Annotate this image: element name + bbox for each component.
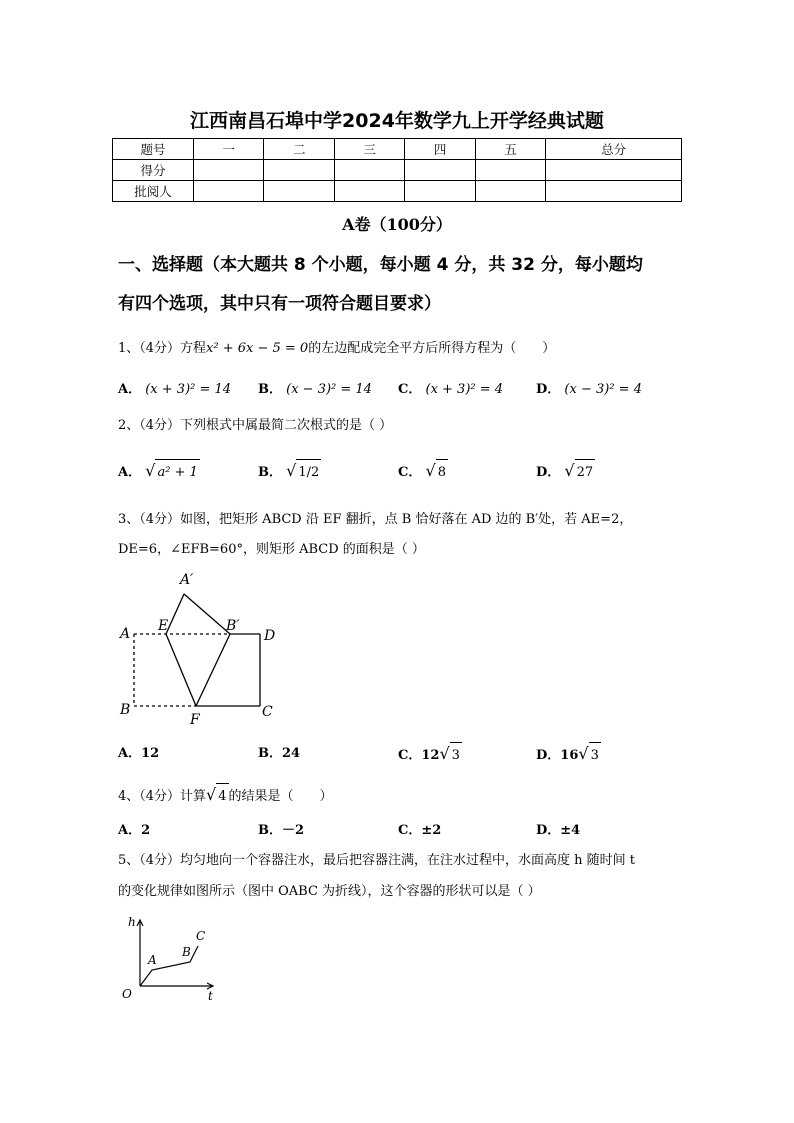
radicand: 27	[575, 459, 596, 486]
grader-input-cell[interactable]	[546, 181, 682, 202]
score-input-cell[interactable]	[264, 160, 334, 181]
section-a-heading: A卷（100分）	[342, 215, 452, 234]
option-b[interactable]: B．24	[258, 746, 301, 761]
option-d[interactable]: D． √ 27	[536, 458, 595, 486]
q4-prefix: 4、（4分）计算	[118, 789, 207, 804]
question-4: 4、（4分）计算√ 4 的结果是（ ）	[118, 782, 688, 810]
question-3-line2: DE=6，∠EFB=60°，则矩形 ABCD 的面积是（ ）	[118, 542, 425, 557]
option-b[interactable]: B． √ 1/2	[258, 458, 321, 486]
table-cell: 一	[194, 139, 264, 160]
table-cell: 五	[475, 139, 545, 160]
option-a[interactable]: A．12	[118, 746, 160, 761]
option-a[interactable]: A． √ a² + 1	[118, 458, 200, 486]
table-cell: 三	[334, 139, 404, 160]
label-t: t	[208, 989, 213, 1003]
table-cell: 四	[405, 139, 475, 160]
score-input-cell[interactable]	[405, 160, 475, 181]
question-2: 2、（4分）下列根式中属最简二次根式的是（ ）	[118, 418, 393, 433]
option-d[interactable]: D．16√ 3	[536, 741, 601, 769]
option-c[interactable]: C． (x + 3)² = 4	[398, 382, 504, 397]
table-cell: 二	[264, 139, 334, 160]
score-input-cell[interactable]	[475, 160, 545, 181]
part1-heading-line1: 一、选择题（本大题共 8 个小题，每小题 4 分，共 32 分，每小题均	[118, 255, 643, 275]
question-3-line1: 3、（4分）如图，把矩形 ABCD 沿 EF 翻折，点 B 恰好落在 AD 边的 B′处，若 AE=2，	[118, 512, 633, 527]
radicand: a² + 1	[155, 459, 199, 486]
segment-ea	[166, 594, 184, 634]
q3-figure	[112, 566, 292, 736]
label-h: h	[128, 915, 136, 929]
option-d[interactable]: D． (x − 3)² = 4	[536, 382, 642, 397]
radicand: 3	[450, 742, 462, 769]
score-table	[112, 138, 682, 202]
segment-ab-prime	[184, 594, 230, 634]
label-b: B	[120, 702, 131, 718]
label-a: A	[120, 626, 131, 642]
page-title: 江西南昌石埠中学2024年数学九上开学经典试题	[190, 110, 604, 132]
score-table-header	[113, 139, 682, 160]
option-a[interactable]: A． (x + 3)² = 14	[118, 382, 232, 397]
option-b[interactable]: B．－2	[258, 823, 305, 838]
part1-heading-line2: 有四个选项，其中只有一项符合题目要求）	[118, 294, 441, 314]
label-c: C	[196, 929, 206, 943]
score-input-cell[interactable]	[546, 160, 682, 181]
label-a: A	[148, 953, 157, 967]
option-c[interactable]: C．±2	[398, 823, 442, 838]
label-o: O	[122, 987, 132, 1001]
question-5-line1: 5、（4分）均匀地向一个容器注水，最后把容器注满，在注水过程中，水面高度 h 随时间 t	[118, 853, 636, 868]
option-b[interactable]: B． (x − 3)² = 14	[258, 382, 372, 397]
radicand: 4	[216, 783, 228, 810]
grader-row	[113, 181, 682, 202]
q2-options	[118, 458, 688, 498]
label-a-prime: A′	[180, 572, 194, 588]
q1-suffix: 的左边配成完全平方后所得方程为（ ）	[308, 341, 556, 356]
radicand: 3	[589, 742, 601, 769]
grader-input-cell[interactable]	[405, 181, 475, 202]
table-cell: 题号	[113, 139, 194, 160]
option-b-text: (x − 3)² = 14	[286, 382, 372, 397]
option-d[interactable]: D．±4	[536, 823, 581, 838]
option-c-text: (x + 3)² = 4	[425, 382, 504, 397]
grader-input-cell[interactable]	[194, 181, 264, 202]
grader-input-cell[interactable]	[264, 181, 334, 202]
grader-input-cell[interactable]	[475, 181, 545, 202]
question-5-line2: 的变化规律如图所示（图中 OABC 为折线），这个容器的形状可以是（ ）	[118, 884, 541, 899]
table-cell: 总分	[546, 139, 682, 160]
q4-suffix: 的结果是（ ）	[228, 789, 333, 804]
option-c[interactable]: C． √ 8	[398, 458, 448, 486]
question-1	[118, 336, 688, 362]
radicand: 8	[436, 459, 448, 486]
option-c[interactable]: C．12√ 3	[398, 741, 462, 769]
q5-figure	[112, 908, 232, 1008]
label-e: E	[158, 618, 169, 634]
grader-input-cell[interactable]	[334, 181, 404, 202]
q1-prefix: 1、（4分）方程	[118, 341, 207, 356]
q1-equation: x² + 6x − 5 = 0	[206, 341, 309, 356]
table-cell: 批阅人	[113, 181, 194, 202]
segment-bf-prime	[196, 634, 230, 706]
label-b-prime: B′	[226, 618, 240, 634]
option-a[interactable]: A．2	[118, 823, 151, 838]
segment-ef	[166, 634, 196, 706]
table-cell: 得分	[113, 160, 194, 181]
score-input-cell[interactable]	[334, 160, 404, 181]
score-row	[113, 160, 682, 181]
option-d-text: (x − 3)² = 4	[564, 382, 642, 397]
label-b: B	[182, 945, 191, 959]
label-d: D	[264, 628, 276, 644]
radicand: 1/2	[296, 459, 321, 486]
option-a-text: (x + 3)² = 14	[145, 382, 232, 397]
label-c: C	[262, 704, 273, 720]
label-f: F	[190, 712, 200, 728]
score-input-cell[interactable]	[194, 160, 264, 181]
